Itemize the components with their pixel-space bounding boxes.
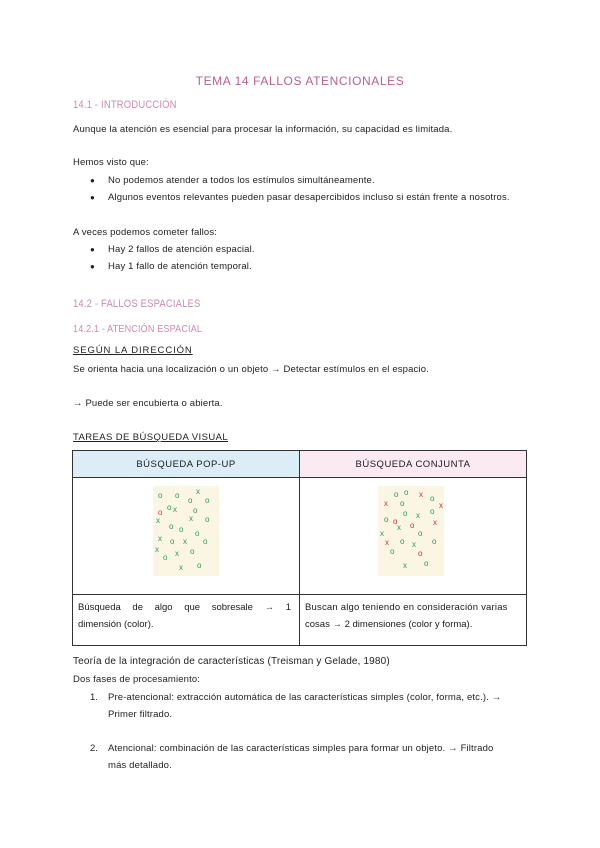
conjunction-stimulus-panel bbox=[378, 486, 444, 576]
circle-stimulus: o bbox=[394, 490, 399, 499]
circle-stimulus: o bbox=[418, 549, 423, 558]
tasks-label: TAREAS DE BÚSQUEDA VISUAL bbox=[73, 432, 229, 443]
popup-desc-line1: Búsqueda de algo que sobresale → 1 bbox=[78, 602, 291, 613]
fail-label: A veces podemos cometer fallos: bbox=[73, 227, 218, 238]
table-header-popup: BÚSQUEDA POP-UP bbox=[73, 451, 300, 478]
table-header-conjunta: BÚSQUEDA CONJUNTA bbox=[300, 451, 527, 478]
circle-stimulus: o bbox=[158, 491, 163, 500]
covert-text: → Puede ser encubierta o abierta. bbox=[73, 398, 223, 409]
cross-stimulus: x bbox=[189, 514, 193, 523]
bullet-icon: ● bbox=[90, 193, 95, 202]
bullet-icon: ● bbox=[90, 176, 95, 185]
popup-description bbox=[73, 595, 300, 646]
cross-stimulus: x bbox=[183, 537, 187, 546]
circle-stimulus: o bbox=[170, 537, 175, 546]
cross-stimulus: x bbox=[403, 561, 407, 570]
cross-stimulus: x bbox=[416, 511, 420, 520]
circle-stimulus: o bbox=[400, 499, 405, 508]
theory-title: Teoría de la integración de características (Treisman y Gelade, 1980) bbox=[73, 656, 390, 667]
visual-search-table bbox=[72, 450, 527, 646]
cross-stimulus: x bbox=[419, 490, 423, 499]
seen-label: Hemos visto que: bbox=[73, 157, 149, 168]
popup-stimulus-panel bbox=[153, 486, 219, 576]
circle-stimulus: o bbox=[403, 509, 408, 518]
conjunction-description bbox=[300, 595, 527, 646]
circle-stimulus: o bbox=[400, 537, 405, 546]
cross-stimulus: x bbox=[439, 501, 443, 510]
circle-stimulus: o bbox=[404, 488, 409, 497]
direction-label: SEGÚN LA DIRECCIÓN bbox=[73, 345, 193, 356]
cross-stimulus: x bbox=[158, 534, 162, 543]
popup-desc-line2: dimensión (color). bbox=[78, 619, 154, 630]
list-item: Hay 1 fallo de atención temporal. bbox=[108, 261, 252, 272]
circle-stimulus: o bbox=[430, 507, 435, 516]
cross-stimulus: x bbox=[385, 538, 389, 547]
circle-stimulus: o bbox=[203, 537, 208, 546]
circle-stimulus: o bbox=[430, 494, 435, 503]
circle-stimulus-target: o bbox=[393, 517, 398, 526]
cross-stimulus: x bbox=[412, 540, 416, 549]
circle-stimulus: o bbox=[424, 559, 429, 568]
bullet-icon: ● bbox=[90, 245, 95, 254]
page-title: TEMA 14 FALLOS ATENCIONALES bbox=[195, 74, 405, 88]
cross-stimulus: x bbox=[179, 563, 183, 572]
section-heading-introduccion: 14.1 - INTRODUCCIÓN bbox=[73, 99, 177, 111]
cross-stimulus: x bbox=[155, 545, 159, 554]
cross-stimulus: x bbox=[156, 516, 160, 525]
conjunction-desc-line2: cosas → 2 dimensiones (color y forma). bbox=[305, 619, 473, 630]
circle-stimulus: o bbox=[175, 491, 180, 500]
circle-stimulus: o bbox=[188, 496, 193, 505]
circle-stimulus: o bbox=[169, 522, 174, 531]
phase-number: 2. bbox=[90, 743, 98, 754]
phases-label: Dos fases de procesamiento: bbox=[73, 674, 201, 685]
bullet-icon: ● bbox=[90, 262, 95, 271]
circle-stimulus: o bbox=[390, 547, 395, 556]
circle-stimulus: o bbox=[418, 529, 423, 538]
circle-stimulus: o bbox=[205, 496, 210, 505]
cross-stimulus: x bbox=[380, 529, 384, 538]
cross-stimulus: x bbox=[384, 499, 388, 508]
circle-stimulus: o bbox=[432, 537, 437, 546]
cross-stimulus: x bbox=[196, 487, 200, 496]
circle-stimulus: o bbox=[384, 515, 389, 524]
conjunction-search-image bbox=[300, 478, 527, 595]
conjunction-desc-line1: Buscan algo teniendo en consideración varias bbox=[305, 602, 508, 613]
subsection-heading-atencion-espacial: 14.2.1 - ATENCIÓN ESPACIAL bbox=[73, 323, 203, 335]
circle-stimulus: o bbox=[163, 553, 168, 562]
circle-stimulus: o bbox=[197, 561, 202, 570]
list-item: No podemos atender a todos los estímulos simultáneamente. bbox=[108, 175, 375, 186]
cross-stimulus: x bbox=[175, 549, 179, 558]
circle-stimulus-target: o bbox=[158, 508, 163, 517]
phase-line: más detallado. bbox=[108, 760, 172, 771]
circle-stimulus: o bbox=[179, 525, 184, 534]
cross-stimulus: x bbox=[173, 505, 177, 514]
circle-stimulus: o bbox=[205, 515, 210, 524]
popup-search-image bbox=[73, 478, 300, 595]
phase-line: Primer filtrado. bbox=[108, 709, 173, 720]
circle-stimulus: o bbox=[190, 547, 195, 556]
direction-text: Se orienta hacia una localización o un objeto → Detectar estímulos en el espacio. bbox=[73, 364, 429, 375]
intro-paragraph: Aunque la atención es esencial para procesar la información, su capacidad es limitada. bbox=[73, 124, 453, 135]
section-heading-fallos-espaciales: 14.2 - FALLOS ESPACIALES bbox=[73, 298, 201, 310]
phase-line: Pre-atencional: extracción automática de las características simples (color, forma, etc.). → bbox=[108, 692, 502, 703]
list-item: Hay 2 fallos de atención espacial. bbox=[108, 244, 255, 255]
phase-number: 1. bbox=[90, 692, 98, 703]
list-item: Algunos eventos relevantes pueden pasar desapercibidos incluso si están frente a nosotros. bbox=[108, 192, 510, 203]
circle-stimulus: o bbox=[193, 506, 198, 515]
circle-stimulus: o bbox=[195, 529, 200, 538]
cross-stimulus: x bbox=[433, 518, 437, 527]
circle-stimulus: o bbox=[167, 503, 172, 512]
phase-line: Atencional: combinación de las características simples para formar un objeto. → Filtrado bbox=[108, 743, 494, 754]
cross-stimulus: x bbox=[397, 523, 401, 532]
circle-stimulus: o bbox=[410, 521, 415, 530]
